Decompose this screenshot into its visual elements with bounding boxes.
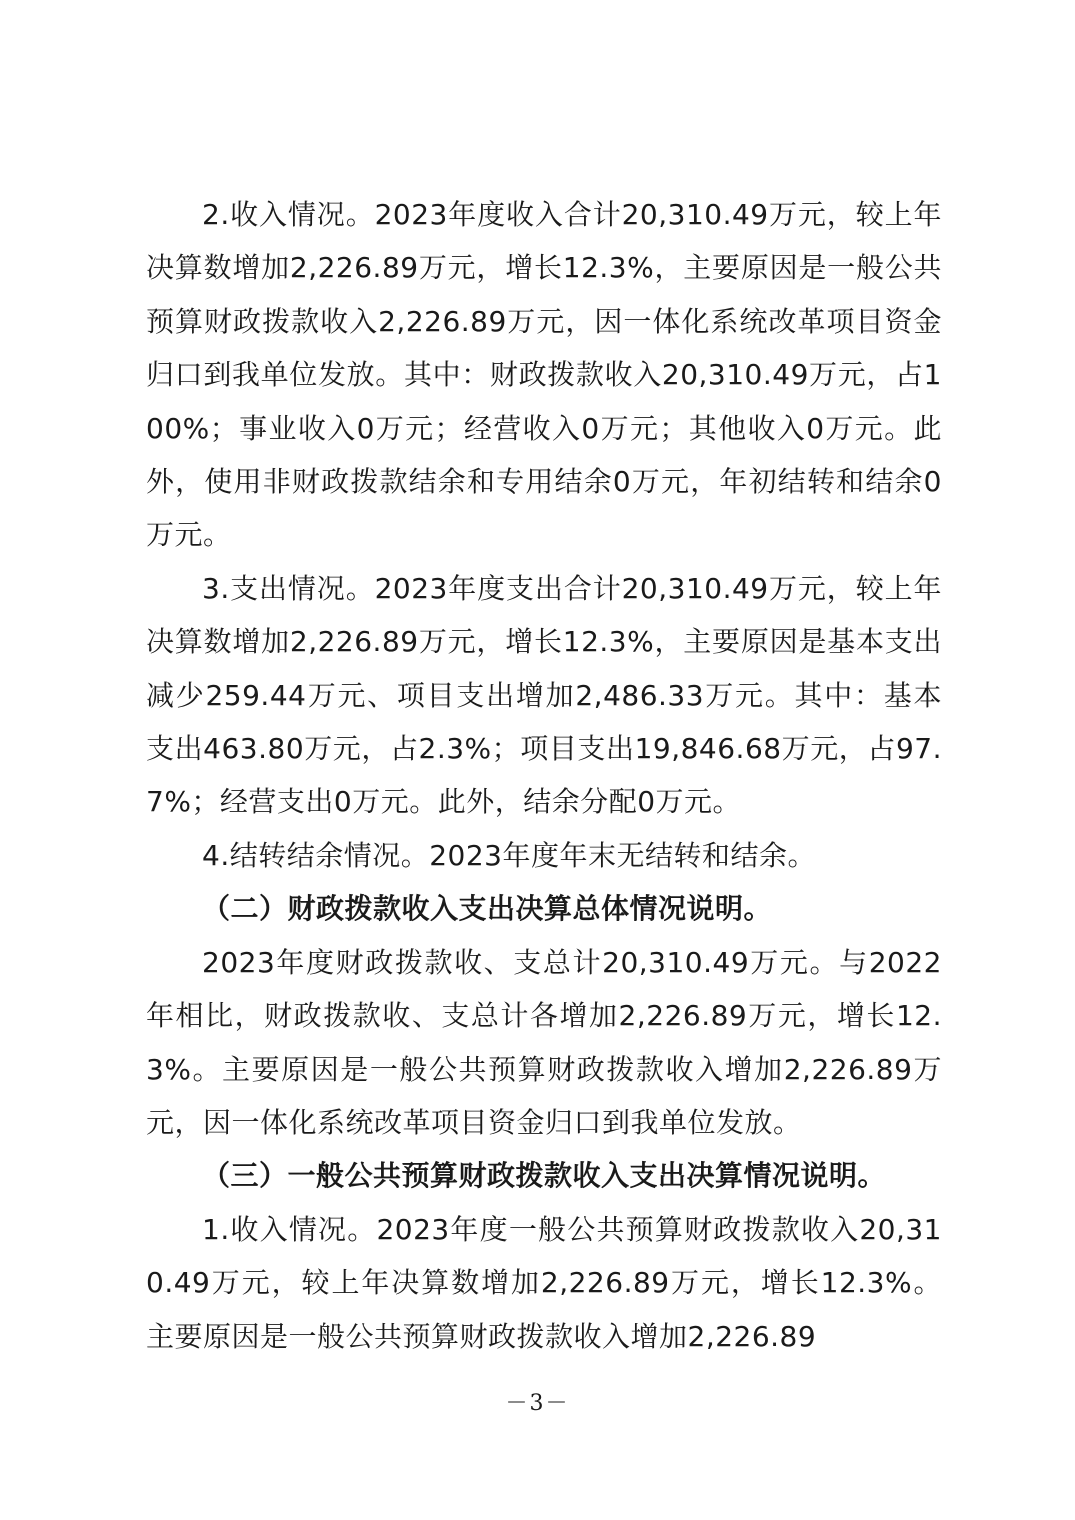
paragraph-carryover: 4.结转结余情况。2023年度年末无结转和结余。	[202, 838, 816, 872]
body-text	[146, 188, 942, 1363]
section-heading-fiscal-overview: （二）财政拨款收入支出决算总体情况说明。	[202, 892, 773, 926]
paragraph-income: 2.收入情况。2023年度收入合计20,310.49万元，较上年决算数增加2,226.89万元，增长12.3%，主要原因是一般公共预算财政拨款收入2,226.89万元，因一体化系统改革项目资金归口到我单位发放。其中：财政拨款收入20,310.49万元，占100%；事业收入0万元；经营收入0万元；其他收入0万元。此外，使用非财政拨款结余和专用结余0万元，年初结转和结余0万元。	[146, 198, 942, 552]
page-number: －3－	[505, 1391, 570, 1416]
paragraph-fiscal-overview: 2023年度财政拨款收、支总计20,310.49万元。与2022年相比，财政拨款收、支总计各增加2,226.89万元，增长12.3%。主要原因是一般公共预算财政拨款收入增加2,226.89万元，因一体化系统改革项目资金归口到我单位发放。	[146, 945, 942, 1139]
section-heading-general-budget: （三）一般公共预算财政拨款收入支出决算情况说明。	[202, 1159, 887, 1193]
paragraph-expenditure: 3.支出情况。2023年度支出合计20,310.49万元，较上年决算数增加2,226.89万元，增长12.3%，主要原因是基本支出减少259.44万元、项目支出增加2,486.33万元。其中：基本支出463.80万元，占2.3%；项目支出19,846.68万元，占97.7%；经营支出0万元。此外，结余分配0万元。	[146, 571, 942, 819]
paragraph-general-budget-income: 1.收入情况。2023年度一般公共预算财政拨款收入20,310.49万元，较上年决算数增加2,226.89万元，增长12.3%。主要原因是一般公共预算财政拨款收入增加2,226.89	[146, 1212, 942, 1353]
